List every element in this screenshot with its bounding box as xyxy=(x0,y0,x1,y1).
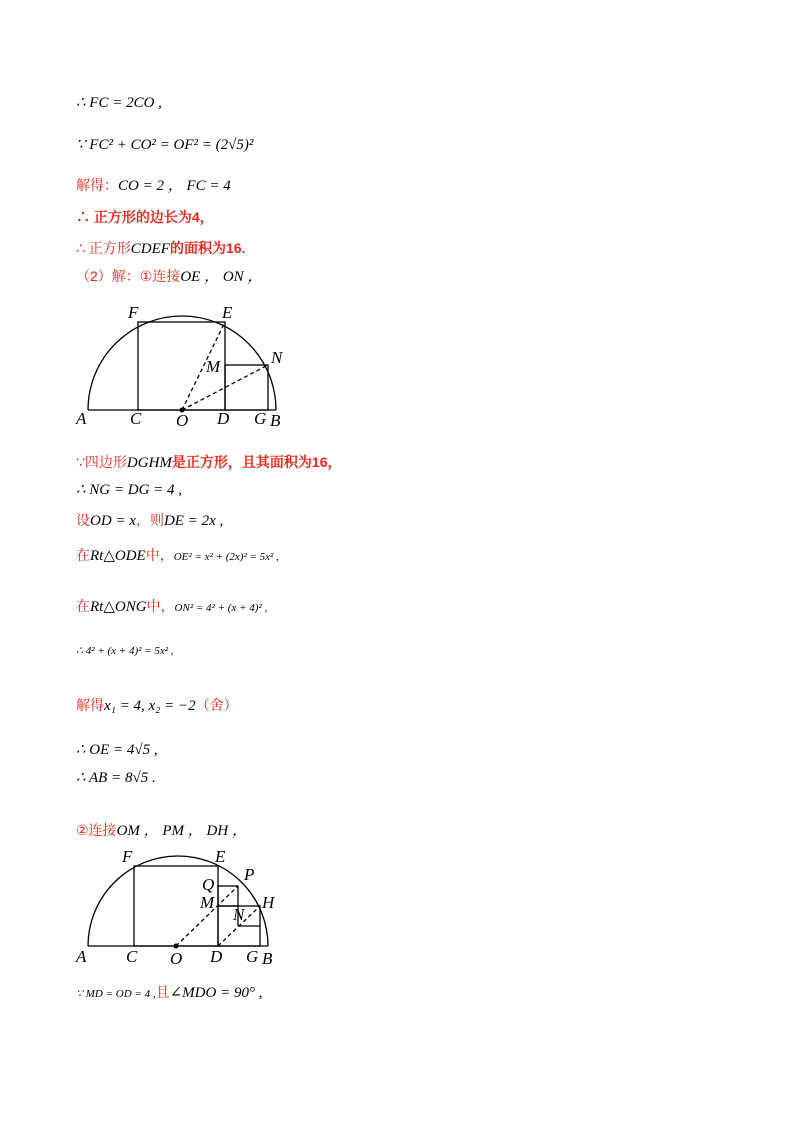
line-ab-value: ∴ AB = 8√5 . xyxy=(76,770,156,786)
line-pythagoras: ∵ FC² + CO² = OF² = (2√5)² xyxy=(76,137,254,153)
label-n: N xyxy=(233,905,245,924)
line-rt-ong: 在Rt△ONG中，ON² = 4² + (x + 4)² , xyxy=(76,598,268,615)
figure-2 xyxy=(70,842,290,972)
square-dghm xyxy=(225,365,268,410)
label-g: G xyxy=(246,947,259,966)
label-c: C xyxy=(130,409,142,428)
line-part2-connect: （2）解：①连接OE ， ON ， xyxy=(76,268,263,285)
semicircle-arc xyxy=(88,316,276,410)
line-solutions: 解得x₁ = 4, x₂ = −2（舍） xyxy=(76,697,238,714)
line-fc-2co: ∴ FC = 2CO , xyxy=(76,95,162,111)
label-f: F xyxy=(128,303,139,322)
line-ng-dg: ∴ NG = DG = 4 , xyxy=(76,482,183,498)
label-h: H xyxy=(262,893,275,912)
line-equation: ∴ 4² + (x + 4)² = 5x² , xyxy=(76,645,174,657)
line-part2b-connect: ②连接OM ， PM ， DH ， xyxy=(76,822,247,839)
line-oe-value: ∴ OE = 4√5 , xyxy=(76,742,158,758)
label-a: A xyxy=(76,409,87,428)
label-a: A xyxy=(76,947,87,966)
line-md-od: ∵ MD = OD = 4 ,且∠MDO = 90° , xyxy=(76,984,263,1001)
line-side-length: ∴ 正方形的边长为4， xyxy=(76,209,214,225)
label-o: O xyxy=(176,411,189,430)
label-e: E xyxy=(215,847,226,866)
semicircle-arc xyxy=(88,856,268,946)
label-f: F xyxy=(122,847,133,866)
label-m: M xyxy=(200,893,215,912)
label-p: P xyxy=(244,865,255,884)
label-d: D xyxy=(210,947,223,966)
center-o xyxy=(174,944,179,949)
label-e: E xyxy=(222,303,233,322)
figure-1 xyxy=(72,300,292,430)
label-b: B xyxy=(262,949,273,968)
label-q: Q xyxy=(202,875,215,894)
line-let-od: 设OD = x，则DE = 2x , xyxy=(76,512,224,529)
label-d: D xyxy=(217,409,230,428)
label-b: B xyxy=(270,411,281,430)
label-m: M xyxy=(206,357,221,376)
label-n: N xyxy=(271,348,283,367)
line-dghm-square: ∵四边形DGHM是正方形，且其面积为16， xyxy=(76,454,342,471)
line-solve: 解得：CO = 2 ， FC = 4 xyxy=(76,177,231,194)
label-o: O xyxy=(170,949,183,968)
label-c: C xyxy=(126,947,138,966)
label-g: G xyxy=(254,409,267,428)
line-area: ∴ 正方形CDEF的面积为16. xyxy=(76,240,246,257)
line-rt-ode: 在Rt△ODE中，OE² = x² + (2x)² = 5x² , xyxy=(76,547,279,564)
